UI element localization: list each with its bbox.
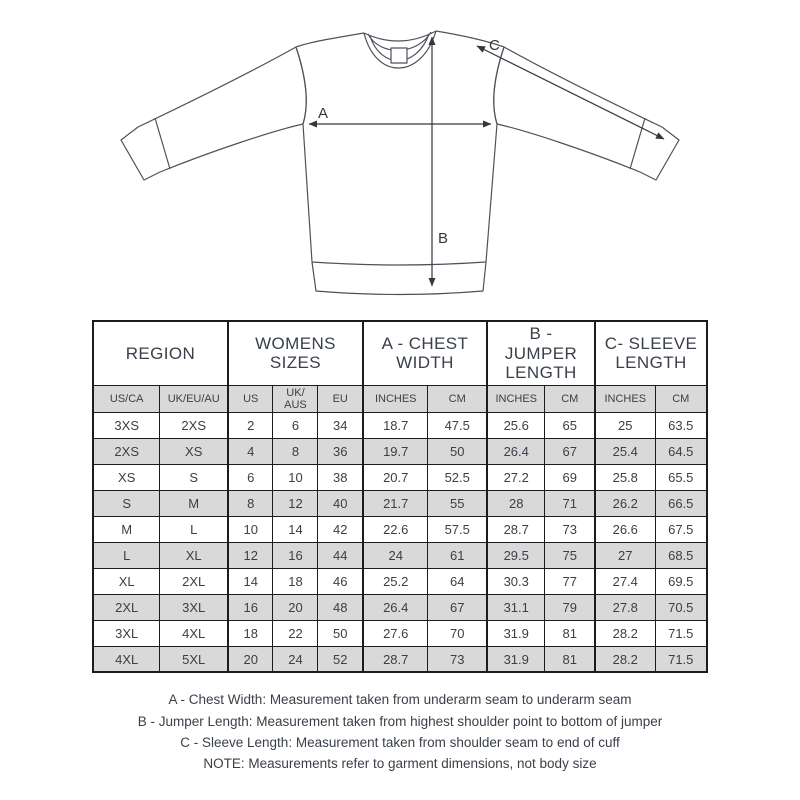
table-cell: 27.6 <box>363 620 428 646</box>
note-jumper-length: B - Jumper Length: Measurement taken from highest shoulder point to bottom of jumper <box>137 713 663 729</box>
table-cell: 34 <box>318 412 363 438</box>
column-header-sleeve-inches: INCHES <box>595 385 655 412</box>
table-cell: 2XL <box>160 568 228 594</box>
table-cell: 70 <box>428 620 487 646</box>
column-header-us: US <box>228 385 273 412</box>
table-cell: 19.7 <box>363 438 428 464</box>
table-row <box>93 438 707 464</box>
table-cell: 69.5 <box>655 568 707 594</box>
table-cell: 24 <box>273 646 318 672</box>
table-cell: 21.7 <box>363 490 428 516</box>
table-cell: 27.8 <box>595 594 655 620</box>
table-cell: 68.5 <box>655 542 707 568</box>
table-cell: 79 <box>545 594 595 620</box>
size-table <box>92 320 708 673</box>
table-row <box>93 620 707 646</box>
table-cell: XS <box>160 438 228 464</box>
table-cell: 50 <box>318 620 363 646</box>
jumper-diagram-svg <box>0 0 800 308</box>
table-cell: 30.3 <box>487 568 545 594</box>
table-cell: 26.4 <box>363 594 428 620</box>
table-cell: 20.7 <box>363 464 428 490</box>
size-table-head <box>93 321 707 412</box>
table-cell: 27.4 <box>595 568 655 594</box>
table-cell: 28.7 <box>363 646 428 672</box>
column-group-region: REGION <box>93 321 228 385</box>
table-cell: 67.5 <box>655 516 707 542</box>
column-group-jumper-length: B - JUMPER LENGTH <box>487 321 595 385</box>
column-header-jumper-inches: INCHES <box>487 385 545 412</box>
table-cell: 18 <box>228 620 273 646</box>
table-cell: 26.2 <box>595 490 655 516</box>
table-cell: 66.5 <box>655 490 707 516</box>
label-a: A <box>318 105 329 122</box>
table-row <box>93 568 707 594</box>
table-cell: S <box>160 464 228 490</box>
table-cell: 73 <box>545 516 595 542</box>
table-cell: 2 <box>228 412 273 438</box>
table-cell: 47.5 <box>428 412 487 438</box>
column-header-chest-inches: INCHES <box>363 385 428 412</box>
table-cell: 65.5 <box>655 464 707 490</box>
table-cell: 26.6 <box>595 516 655 542</box>
table-cell: 64.5 <box>655 438 707 464</box>
table-row <box>93 464 707 490</box>
table-cell: 31.9 <box>487 646 545 672</box>
column-header-sleeve-cm: CM <box>655 385 707 412</box>
table-cell: 18 <box>273 568 318 594</box>
table-cell: M <box>160 490 228 516</box>
table-cell: 73 <box>428 646 487 672</box>
table-cell: 26.4 <box>487 438 545 464</box>
table-cell: L <box>160 516 228 542</box>
table-cell: 12 <box>273 490 318 516</box>
table-cell: 81 <box>545 646 595 672</box>
table-cell: 40 <box>318 490 363 516</box>
table-cell: 8 <box>273 438 318 464</box>
column-group-chest-width: A - CHEST WIDTH <box>363 321 487 385</box>
table-cell: 67 <box>545 438 595 464</box>
table-cell: 28.2 <box>595 620 655 646</box>
table-cell: 4XL <box>93 646 160 672</box>
table-cell: 22.6 <box>363 516 428 542</box>
table-cell: 20 <box>228 646 273 672</box>
table-row <box>93 516 707 542</box>
table-cell: 61 <box>428 542 487 568</box>
table-cell: 5XL <box>160 646 228 672</box>
table-cell: M <box>93 516 160 542</box>
table-cell: 31.1 <box>487 594 545 620</box>
table-cell: 38 <box>318 464 363 490</box>
table-cell: 71.5 <box>655 646 707 672</box>
table-cell: 18.7 <box>363 412 428 438</box>
table-cell: 27 <box>595 542 655 568</box>
table-cell: 3XS <box>93 412 160 438</box>
measurement-notes <box>0 689 800 774</box>
column-header-uk-aus: UK/ AUS <box>273 385 318 412</box>
table-cell: 64 <box>428 568 487 594</box>
table-cell: 63.5 <box>655 412 707 438</box>
table-cell: 20 <box>273 594 318 620</box>
table-cell: 28.2 <box>595 646 655 672</box>
table-cell: XL <box>160 542 228 568</box>
note-garment-dimensions: NOTE: Measurements refer to garment dimensions, not body size <box>203 756 597 772</box>
column-header-chest-cm: CM <box>428 385 487 412</box>
table-cell: 25.2 <box>363 568 428 594</box>
table-cell: 16 <box>273 542 318 568</box>
label-c: C <box>489 37 500 54</box>
table-cell: 28 <box>487 490 545 516</box>
note-sleeve-length: C - Sleeve Length: Measurement taken from shoulder seam to end of cuff <box>180 734 620 750</box>
table-cell: 71.5 <box>655 620 707 646</box>
table-cell: 8 <box>228 490 273 516</box>
column-header-uk-eu-au: UK/EU/AU <box>160 385 228 412</box>
table-cell: 2XS <box>160 412 228 438</box>
jumper-diagram <box>0 0 800 308</box>
table-cell: 31.9 <box>487 620 545 646</box>
table-row <box>93 542 707 568</box>
table-cell: 4XL <box>160 620 228 646</box>
table-cell: 10 <box>273 464 318 490</box>
table-cell: 67 <box>428 594 487 620</box>
column-group-sleeve-length: C- SLEEVE LENGTH <box>595 321 707 385</box>
table-cell: 65 <box>545 412 595 438</box>
table-cell: 25.4 <box>595 438 655 464</box>
table-cell: 2XS <box>93 438 160 464</box>
group-header-row <box>93 321 707 385</box>
table-cell: 25.6 <box>487 412 545 438</box>
table-cell: 70.5 <box>655 594 707 620</box>
table-cell: 24 <box>363 542 428 568</box>
column-header-us-ca: US/CA <box>93 385 160 412</box>
label-b: B <box>438 230 449 247</box>
table-cell: 12 <box>228 542 273 568</box>
column-header-eu: EU <box>318 385 363 412</box>
table-row <box>93 594 707 620</box>
table-cell: 6 <box>228 464 273 490</box>
table-cell: L <box>93 542 160 568</box>
column-header-jumper-cm: CM <box>545 385 595 412</box>
table-cell: 10 <box>228 516 273 542</box>
table-cell: 81 <box>545 620 595 646</box>
table-cell: 14 <box>228 568 273 594</box>
neck-tag <box>391 48 407 63</box>
table-cell: 29.5 <box>487 542 545 568</box>
table-row <box>93 490 707 516</box>
table-cell: 44 <box>318 542 363 568</box>
table-cell: 69 <box>545 464 595 490</box>
table-cell: 57.5 <box>428 516 487 542</box>
jumper-outline <box>121 31 679 295</box>
table-cell: 25 <box>595 412 655 438</box>
table-cell: XS <box>93 464 160 490</box>
size-table-body <box>93 412 707 672</box>
table-cell: 16 <box>228 594 273 620</box>
table-cell: 4 <box>228 438 273 464</box>
table-cell: 3XL <box>160 594 228 620</box>
table-cell: 71 <box>545 490 595 516</box>
table-cell: 27.2 <box>487 464 545 490</box>
table-cell: 3XL <box>93 620 160 646</box>
table-cell: 46 <box>318 568 363 594</box>
table-cell: 48 <box>318 594 363 620</box>
table-cell: 75 <box>545 542 595 568</box>
table-cell: 52 <box>318 646 363 672</box>
table-cell: 28.7 <box>487 516 545 542</box>
table-cell: XL <box>93 568 160 594</box>
table-cell: 36 <box>318 438 363 464</box>
table-cell: 52.5 <box>428 464 487 490</box>
table-cell: 14 <box>273 516 318 542</box>
table-cell: 42 <box>318 516 363 542</box>
table-cell: 2XL <box>93 594 160 620</box>
sub-header-row <box>93 385 707 412</box>
table-cell: 22 <box>273 620 318 646</box>
table-cell: 25.8 <box>595 464 655 490</box>
column-group-womens-sizes: WOMENS SIZES <box>228 321 363 385</box>
table-cell: S <box>93 490 160 516</box>
table-row <box>93 412 707 438</box>
table-row <box>93 646 707 672</box>
note-chest-width: A - Chest Width: Measurement taken from underarm seam to underarm seam <box>168 692 632 708</box>
table-cell: 77 <box>545 568 595 594</box>
table-cell: 55 <box>428 490 487 516</box>
table-cell: 6 <box>273 412 318 438</box>
table-cell: 50 <box>428 438 487 464</box>
